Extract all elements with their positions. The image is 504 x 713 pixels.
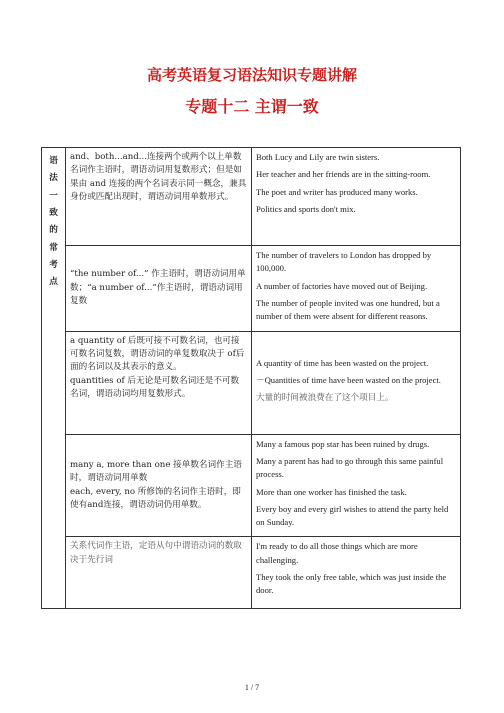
example-text: Many a famous pop star has been ruined by drugs. — [256, 438, 430, 449]
rule-text: 关系代词作主语，定语从句中谓语动词的数取决于先行词 — [70, 541, 242, 565]
rule-text: and、both...and...连接两个或两个以上单数名词作主语时，谓语动词用复数形式；但是如果由 and 连接的两个名词表示同一概念，兼具身份或匹配出现时，谓语动词用单数形式。 — [70, 152, 247, 202]
example-text: Politics and sports don't mix. — [256, 203, 356, 214]
rule-cell — [66, 434, 252, 537]
example-translation: 大量的时间被浪费在了这个项目上。 — [256, 392, 394, 403]
example-cell — [252, 148, 461, 246]
example-text: Every boy and every girl wishes to attend the party held on Sunday. — [256, 503, 449, 528]
side-char: 法 — [49, 173, 58, 184]
side-char: 语 — [49, 156, 58, 166]
grammar-table — [41, 147, 461, 609]
table-row — [42, 148, 461, 246]
rule-cell — [66, 331, 252, 434]
example-cell — [252, 331, 461, 434]
table-row — [42, 434, 461, 537]
rule-text: “the number of...” 作主语时，谓语动词用单数；“a number of...”作主语时，谓语动词用复数 — [70, 269, 246, 306]
rule-text: each, every, no 所修饰的名词作主语时，即使有and连接，谓语动词仍用单数。 — [70, 486, 241, 510]
side-char: 常 — [49, 242, 58, 253]
page-title: 高考英语复习语法知识专题讲解 — [146, 66, 357, 84]
example-cell — [252, 434, 461, 537]
side-char: 考 — [49, 259, 58, 270]
rule-cell — [66, 148, 252, 246]
example-text: More than one worker has finished the task. — [256, 486, 407, 497]
example-text: Her teacher and her friends are in the sitting-room. — [256, 169, 431, 180]
example-text: A quantity of time has been wasted on the project. — [256, 357, 429, 368]
side-char: 致 — [49, 207, 58, 218]
example-text: I'm ready to do all those things which are more challenging. — [256, 541, 418, 565]
side-char: 点 — [49, 277, 58, 288]
example-cell — [252, 246, 461, 332]
example-text: The poet and writer has produced many works. — [256, 186, 418, 197]
side-char: 一 — [49, 190, 58, 201]
example-text: －Quantities of time have been wasted on the project. — [256, 374, 441, 385]
side-label — [42, 148, 66, 609]
example-cell — [252, 537, 461, 609]
rule-text: quantities of 后无论是可数名词还是不可数名词，谓语动词均用复数形式。 — [70, 375, 240, 399]
side-char: 的 — [49, 225, 58, 236]
example-text: A number of factories have moved out of Beijing. — [256, 280, 428, 291]
table-row — [42, 331, 461, 434]
example-text: The number of travelers to London has dropped by 100,000. — [256, 250, 432, 274]
rule-cell — [66, 246, 252, 332]
example-text: They took the only free table, which was just inside the door. — [256, 572, 447, 596]
page-subtitle: 专题十二 主谓一致 — [185, 97, 319, 116]
example-text: Both Lucy and Lily are twin sisters. — [256, 152, 380, 162]
rule-cell — [66, 537, 252, 609]
rule-text: many a, more than one 接单数名词作主语时，谓语动词用单数 — [70, 459, 242, 484]
page-number: 1 / 7 — [244, 683, 260, 692]
example-text: The number of people invited was one hundred, but a number of them were absent for different reasons. — [256, 297, 440, 322]
rule-text: a quantity of 后既可接不可数名词，也可接可数名词复数，谓语动词的单复数取决于 of后面的名词以及其表示的意义。 — [70, 335, 245, 373]
table-row — [42, 537, 461, 609]
table-row — [42, 246, 461, 332]
example-text: Many a parent has had to go through this same painful process. — [256, 455, 444, 480]
